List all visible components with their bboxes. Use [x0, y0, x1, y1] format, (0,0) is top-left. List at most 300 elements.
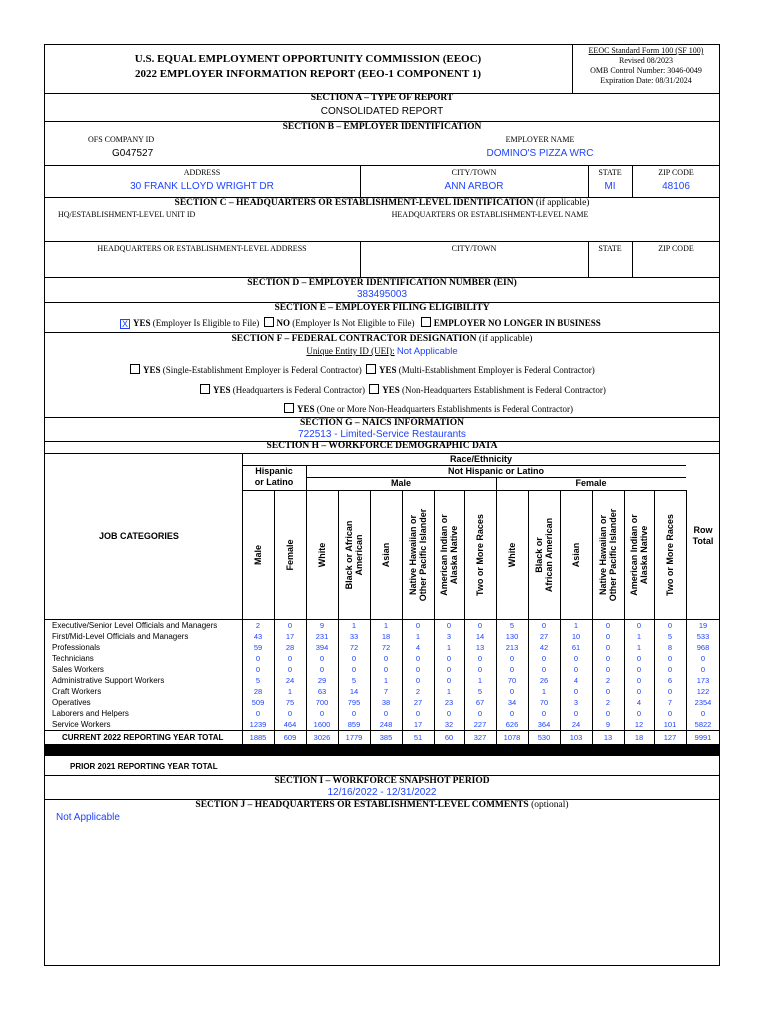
- one-or-more-yes-label: YES: [297, 404, 315, 414]
- table-cell: 0: [446, 676, 452, 685]
- table-cell: 24: [571, 720, 581, 729]
- job-category-label: Service Workers: [52, 720, 111, 729]
- row-total-cell: 533: [696, 632, 710, 641]
- total-cell: 3026: [313, 733, 331, 742]
- row-total-cell: 0: [700, 709, 706, 718]
- ofs-company-id-label: OFS COMPANY ID: [88, 135, 155, 144]
- column-header-line: Female: [285, 538, 295, 571]
- one-or-more-non-hq-checkbox[interactable]: [284, 403, 294, 413]
- column-header-line: White: [507, 542, 517, 567]
- table-cell: 0: [477, 654, 483, 663]
- table-cell: 1: [446, 643, 452, 652]
- section-c-title-note: (if applicable): [535, 198, 590, 208]
- table-cell: 394: [315, 643, 329, 652]
- table-cell: 0: [415, 665, 421, 674]
- female-group-header: Female: [575, 478, 607, 488]
- table-cell: 0: [605, 709, 611, 718]
- table-cell: 0: [605, 687, 611, 696]
- uei-line: [44, 346, 720, 357]
- column-header-line: Black or African: [344, 520, 354, 589]
- table-cell: 32: [444, 720, 454, 729]
- table-cell: 26: [539, 676, 549, 685]
- total-cell: 60: [444, 733, 454, 742]
- total-cell: 609: [283, 733, 297, 742]
- table-cell: 18: [381, 632, 391, 641]
- table-cell: 43: [253, 632, 263, 641]
- table-cell: 42: [539, 643, 549, 652]
- total-cell: 1885: [249, 733, 267, 742]
- table-cell: 24: [285, 676, 295, 685]
- hq-name-label: HEADQUARTERS OR ESTABLISHMENT-LEVEL NAME: [391, 210, 589, 219]
- table-cell: 1: [636, 643, 642, 652]
- table-cell: 23: [444, 698, 454, 707]
- section-c-title: [44, 198, 720, 208]
- table-cell: 1239: [249, 720, 267, 729]
- column-header: [658, 492, 682, 618]
- table-cell: 0: [477, 709, 483, 718]
- table-cell: 0: [667, 621, 673, 630]
- hispanic-header-line1: Hispanic: [255, 466, 293, 476]
- table-cell: 0: [477, 621, 483, 630]
- not-eligible-text: (Employer Is Not Eligible to File): [292, 318, 415, 328]
- table-cell: 248: [379, 720, 393, 729]
- table-cell: 14: [475, 632, 485, 641]
- column-header-line: Native Hawaiian or: [408, 514, 418, 595]
- table-cell: 101: [663, 720, 677, 729]
- table-cell: 0: [255, 665, 261, 674]
- column-header-line: Two or More Races: [475, 513, 485, 596]
- column-header-line: Alaska Native: [639, 525, 649, 584]
- headquarters-contractor-checkbox[interactable]: [200, 384, 210, 394]
- table-cell: 0: [415, 621, 421, 630]
- table-cell: 5: [255, 676, 261, 685]
- total-cell: 13: [603, 733, 613, 742]
- column-header-line: Other Pacific Islander: [608, 508, 618, 601]
- table-cell: 67: [475, 698, 485, 707]
- table-cell: 0: [446, 709, 452, 718]
- table-cell: 0: [446, 665, 452, 674]
- section-c-title-text: SECTION C – HEADQUARTERS OR ESTABLISHMENT-LEVEL IDENTIFICATION: [174, 198, 534, 208]
- total-cell: 1078: [503, 733, 521, 742]
- table-cell: 0: [667, 665, 673, 674]
- table-cell: 12: [634, 720, 644, 729]
- ein-value: 383495003: [356, 289, 408, 300]
- table-cell: 9: [605, 720, 611, 729]
- hispanic-header-line2: or Latino: [254, 477, 294, 487]
- table-cell: 3: [573, 698, 579, 707]
- table-cell: 4: [415, 643, 421, 652]
- table-cell: 0: [255, 709, 261, 718]
- form-number: EEOC Standard Form 100 (SF 100): [588, 46, 704, 55]
- table-cell: 0: [319, 709, 325, 718]
- section-f-title-text: SECTION F – FEDERAL CONTRACTOR DESIGNATION: [231, 334, 477, 344]
- table-cell: 72: [349, 643, 359, 652]
- table-cell: 2: [415, 687, 421, 696]
- table-cell: 14: [349, 687, 359, 696]
- form-header-title: [44, 52, 572, 82]
- section-f-title: [44, 334, 720, 344]
- one-or-more-non-hq-text: (One or More Non-Headquarters Establishments is Federal Contractor): [316, 404, 573, 414]
- table-cell: 5: [351, 676, 357, 685]
- hq-state-label: STATE: [598, 244, 622, 253]
- table-cell: 795: [347, 698, 361, 707]
- total-cell: 530: [537, 733, 551, 742]
- total-cell: 18: [634, 733, 644, 742]
- table-cell: 231: [315, 632, 329, 641]
- table-cell: 1: [636, 632, 642, 641]
- no-longer-in-business-label: EMPLOYER NO LONGER IN BUSINESS: [433, 318, 601, 328]
- city-label: CITY/TOWN: [451, 168, 497, 177]
- table-cell: 5: [667, 632, 673, 641]
- snapshot-period-value: 12/16/2022 - 12/31/2022: [327, 787, 437, 798]
- non-hq-yes-label: YES: [382, 385, 400, 395]
- column-header-line: Asian: [571, 542, 581, 567]
- hq-address-label: HEADQUARTERS OR ESTABLISHMENT-LEVEL ADDRESS: [97, 244, 307, 253]
- total-cell: 103: [569, 733, 583, 742]
- table-cell: 59: [253, 643, 263, 652]
- eligible-checkbox[interactable]: X: [121, 319, 128, 329]
- grid-line: [44, 730, 720, 731]
- table-cell: 0: [477, 665, 483, 674]
- table-cell: 0: [636, 709, 642, 718]
- table-cell: 0: [351, 665, 357, 674]
- multi-establishment-text: (Multi-Establishment Employer is Federal Contractor): [398, 365, 595, 375]
- male-group-header: Male: [390, 478, 411, 488]
- table-cell: 0: [383, 665, 389, 674]
- table-cell: 0: [509, 654, 515, 663]
- column-header-line: Asian: [381, 542, 391, 567]
- employer-name-label: EMPLOYER NAME: [505, 135, 575, 144]
- table-cell: 0: [509, 687, 515, 696]
- total-cell: 1779: [345, 733, 363, 742]
- table-cell: 0: [667, 654, 673, 663]
- column-header-line: Black or: [534, 536, 544, 573]
- column-header: [596, 492, 620, 618]
- table-cell: 0: [605, 654, 611, 663]
- hq-city-label: CITY/TOWN: [451, 244, 497, 253]
- table-cell: 2: [255, 621, 261, 630]
- row-total-cell: 19: [698, 621, 708, 630]
- table-cell: 0: [541, 709, 547, 718]
- not-hispanic-header: Not Hispanic or Latino: [447, 466, 544, 476]
- race-ethnicity-header: Race/Ethnicity: [449, 454, 513, 464]
- table-cell: 75: [285, 698, 295, 707]
- table-cell: 1: [446, 687, 452, 696]
- table-cell: 0: [509, 665, 515, 674]
- job-category-label: Administrative Support Workers: [52, 676, 165, 685]
- no-longer-in-business-checkbox[interactable]: [421, 317, 431, 327]
- table-cell: 13: [475, 643, 485, 652]
- table-cell: 1: [383, 621, 389, 630]
- column-header-line: Native Hawaiian or: [598, 514, 608, 595]
- column-header: [532, 492, 556, 618]
- column-header-line: White: [317, 542, 327, 567]
- table-cell: 38: [381, 698, 391, 707]
- column-header: [437, 492, 461, 618]
- job-category-label: First/Mid-Level Officials and Managers: [52, 632, 189, 641]
- table-separator-bar: [44, 744, 720, 756]
- city-value: ANN ARBOR: [444, 181, 504, 192]
- table-cell: 0: [667, 709, 673, 718]
- headquarters-contractor-text: (Headquarters is Federal Contractor): [232, 385, 365, 395]
- eeo1-form: [44, 44, 720, 966]
- state-label: STATE: [598, 168, 622, 177]
- table-cell: 0: [415, 654, 421, 663]
- table-cell: 63: [317, 687, 327, 696]
- table-cell: 17: [285, 632, 295, 641]
- report-type-value: CONSOLIDATED REPORT: [320, 106, 444, 117]
- job-category-label: Executive/Senior Level Officials and Managers: [52, 621, 218, 630]
- table-cell: 1: [573, 621, 579, 630]
- column-header-line: American Indian or: [629, 513, 639, 596]
- contractor-options-row3: [284, 403, 573, 414]
- table-cell: 4: [636, 698, 642, 707]
- table-cell: 6: [667, 676, 673, 685]
- section-f-title-note: (if applicable): [478, 334, 533, 344]
- table-cell: 0: [605, 621, 611, 630]
- table-cell: 0: [636, 621, 642, 630]
- table-cell: 0: [605, 643, 611, 652]
- hq-zip-label: ZIP CODE: [658, 244, 694, 253]
- job-category-label: Technicians: [52, 654, 94, 663]
- table-cell: 509: [251, 698, 265, 707]
- multi-establishment-checkbox[interactable]: [366, 364, 376, 374]
- row-total-cell: 122: [696, 687, 710, 696]
- table-cell: 700: [315, 698, 329, 707]
- table-cell: 0: [446, 621, 452, 630]
- column-header: [246, 492, 270, 618]
- table-cell: 0: [383, 654, 389, 663]
- table-cell: 27: [539, 632, 549, 641]
- table-cell: 0: [573, 665, 579, 674]
- table-cell: 0: [509, 709, 515, 718]
- table-cell: 9: [319, 621, 325, 630]
- table-cell: 3: [446, 632, 452, 641]
- uei-value: Not Applicable: [396, 346, 458, 357]
- table-cell: 72: [381, 643, 391, 652]
- table-cell: 0: [446, 654, 452, 663]
- column-header-line: Two or More Races: [665, 513, 675, 596]
- non-hq-establishment-checkbox[interactable]: [369, 384, 379, 394]
- table-cell: 0: [287, 665, 293, 674]
- section-j-title-text: SECTION J – HEADQUARTERS OR ESTABLISHMENT-LEVEL COMMENTS: [195, 800, 529, 810]
- table-cell: 0: [255, 654, 261, 663]
- column-header-line: American Indian or: [439, 513, 449, 596]
- table-cell: 0: [287, 621, 293, 630]
- job-category-label: Operatives: [52, 698, 91, 707]
- grid-line: [44, 619, 720, 620]
- table-cell: 4: [573, 676, 579, 685]
- grand-total-cell: 9991: [694, 733, 712, 742]
- table-cell: 29: [317, 676, 327, 685]
- column-header: [500, 492, 524, 618]
- single-yes-label: YES: [143, 365, 161, 375]
- table-cell: 0: [415, 709, 421, 718]
- section-i-title: SECTION I – WORKFORCE SNAPSHOT PERIOD: [274, 776, 490, 786]
- uei-label: Unique Entity ID (UEI):: [306, 346, 395, 356]
- table-cell: 8: [667, 643, 673, 652]
- column-header: [278, 492, 302, 618]
- employer-name-value: DOMINO'S PIZZA WRC: [486, 148, 594, 159]
- current-year-total-label: CURRENT 2022 REPORTING YEAR TOTAL: [62, 733, 224, 742]
- table-cell: 1: [415, 632, 421, 641]
- total-cell: 127: [663, 733, 677, 742]
- address-value: 30 FRANK LLOYD WRIGHT DR: [130, 181, 274, 192]
- section-d-title: SECTION D – EMPLOYER IDENTIFICATION NUMBER (EIN): [247, 278, 517, 288]
- table-cell: 0: [541, 654, 547, 663]
- column-header: [627, 492, 651, 618]
- table-cell: 10: [571, 632, 581, 641]
- table-cell: 1: [287, 687, 293, 696]
- job-category-label: Sales Workers: [52, 665, 104, 674]
- table-cell: 0: [636, 665, 642, 674]
- address-label: ADDRESS: [183, 168, 221, 177]
- row-total-header: [686, 525, 720, 547]
- table-cell: 27: [413, 698, 423, 707]
- table-cell: 0: [541, 621, 547, 630]
- prior-year-total-label: PRIOR 2021 REPORTING YEAR TOTAL: [70, 762, 218, 771]
- grid-line: [44, 453, 242, 454]
- comments-value: Not Applicable: [56, 812, 120, 823]
- table-cell: 5: [477, 687, 483, 696]
- omb-control-number: OMB Control Number: 3046-0049: [590, 66, 702, 75]
- section-g-title: SECTION G – NAICS INFORMATION: [300, 418, 464, 428]
- table-cell: 0: [319, 665, 325, 674]
- column-header: [374, 492, 398, 618]
- table-cell: 7: [383, 687, 389, 696]
- table-cell: 0: [636, 687, 642, 696]
- column-header-line: African American: [544, 517, 554, 592]
- table-cell: 2: [605, 698, 611, 707]
- table-cell: 464: [283, 720, 297, 729]
- contractor-options-row1: [130, 364, 595, 375]
- job-categories-header: JOB CATEGORIES: [99, 531, 179, 541]
- table-cell: 0: [573, 687, 579, 696]
- table-cell: 0: [415, 676, 421, 685]
- table-cell: 0: [541, 665, 547, 674]
- section-j-title-note: (optional): [531, 800, 569, 810]
- row-total-header-line1: Row: [693, 525, 713, 535]
- column-header: [564, 492, 588, 618]
- not-eligible-no-label: NO: [276, 318, 290, 328]
- job-category-label: Laborers and Helpers: [52, 709, 129, 718]
- ofs-company-id-value: G047527: [112, 148, 154, 159]
- state-value: MI: [604, 181, 616, 192]
- table-cell: 0: [605, 665, 611, 674]
- table-cell: 0: [351, 709, 357, 718]
- section-h-title: SECTION H – WORKFORCE DEMOGRAPHIC DATA: [266, 441, 498, 451]
- form-title-line2: 2022 EMPLOYER INFORMATION REPORT (EEO-1 COMPONENT 1): [134, 68, 482, 80]
- total-cell: 385: [379, 733, 393, 742]
- table-cell: 1: [383, 676, 389, 685]
- row-total-cell: 968: [696, 643, 710, 652]
- filing-eligibility-options: [120, 317, 601, 329]
- expiration-date: Expiration Date: 08/31/2024: [600, 76, 692, 85]
- total-cell: 327: [473, 733, 487, 742]
- total-cell: 51: [413, 733, 423, 742]
- section-e-title: SECTION E – EMPLOYER FILING ELIGIBILITY: [274, 303, 490, 313]
- non-hq-establishment-text: (Non-Headquarters Establishment is Federal Contractor): [401, 385, 606, 395]
- row-total-cell: 173: [696, 676, 710, 685]
- table-cell: 130: [505, 632, 519, 641]
- table-cell: 626: [505, 720, 519, 729]
- column-header: [310, 492, 334, 618]
- column-header-line: Other Pacific Islander: [418, 508, 428, 601]
- single-establishment-checkbox[interactable]: [130, 364, 140, 374]
- table-cell: 0: [383, 709, 389, 718]
- table-cell: 227: [473, 720, 487, 729]
- table-cell: 70: [539, 698, 549, 707]
- job-category-label: Craft Workers: [52, 687, 102, 696]
- zip-value: 48106: [662, 181, 690, 192]
- table-cell: 0: [636, 676, 642, 685]
- table-cell: 1: [351, 621, 357, 630]
- row-total-cell: 2354: [694, 698, 712, 707]
- table-cell: 0: [287, 654, 293, 663]
- table-cell: 33: [349, 632, 359, 641]
- zip-label: ZIP CODE: [658, 168, 694, 177]
- form-revised: Revised 08/2023: [619, 56, 673, 65]
- multi-yes-label: YES: [378, 365, 397, 375]
- row-total-header-line2: Total: [692, 536, 714, 546]
- table-cell: 0: [573, 709, 579, 718]
- form-title-line1: U.S. EQUAL EMPLOYMENT OPPORTUNITY COMMISSION (EEOC): [134, 53, 482, 65]
- section-b-title: SECTION B – EMPLOYER IDENTIFICATION: [282, 122, 482, 132]
- column-header-line: American: [354, 533, 364, 576]
- column-header: [342, 492, 366, 618]
- table-cell: 364: [537, 720, 551, 729]
- table-cell: 34: [507, 698, 517, 707]
- contractor-options-row2: [200, 384, 606, 395]
- table-cell: 1: [477, 676, 483, 685]
- naics-value: 722513 - Limited-Service Restaurants: [298, 429, 466, 440]
- eligible-text: (Employer Is Eligible to File): [152, 318, 260, 328]
- table-cell: 0: [287, 709, 293, 718]
- table-cell: 0: [605, 632, 611, 641]
- table-cell: 5: [509, 621, 515, 630]
- column-header: [406, 492, 430, 618]
- table-cell: 0: [319, 654, 325, 663]
- hq-yes-label: YES: [213, 385, 231, 395]
- table-cell: 1600: [313, 720, 331, 729]
- table-cell: 0: [636, 654, 642, 663]
- hispanic-header: [242, 466, 306, 488]
- single-establishment-text: (Single-Establishment Employer is Federal Contractor): [162, 365, 362, 375]
- table-cell: 7: [667, 698, 673, 707]
- table-cell: 28: [253, 687, 263, 696]
- table-cell: 0: [351, 654, 357, 663]
- column-header-line: Alaska Native: [449, 525, 459, 584]
- table-cell: 0: [667, 687, 673, 696]
- row-total-cell: 0: [700, 665, 706, 674]
- table-cell: 28: [285, 643, 295, 652]
- eligible-yes-label: YES: [133, 318, 151, 328]
- table-cell: 0: [573, 654, 579, 663]
- column-header-line: Male: [253, 544, 263, 565]
- section-j-title: [44, 800, 720, 810]
- table-cell: 2: [605, 676, 611, 685]
- table-cell: 859: [347, 720, 361, 729]
- row-total-cell: 0: [700, 654, 706, 663]
- table-cell: 17: [413, 720, 423, 729]
- job-category-label: Professionals: [52, 643, 101, 652]
- not-eligible-checkbox[interactable]: [264, 317, 274, 327]
- table-cell: 1: [541, 687, 547, 696]
- table-cell: 213: [505, 643, 519, 652]
- hq-unit-id-label: HQ/ESTABLISHMENT-LEVEL UNIT ID: [58, 210, 196, 219]
- table-cell: 61: [571, 643, 581, 652]
- form-meta: [572, 46, 720, 86]
